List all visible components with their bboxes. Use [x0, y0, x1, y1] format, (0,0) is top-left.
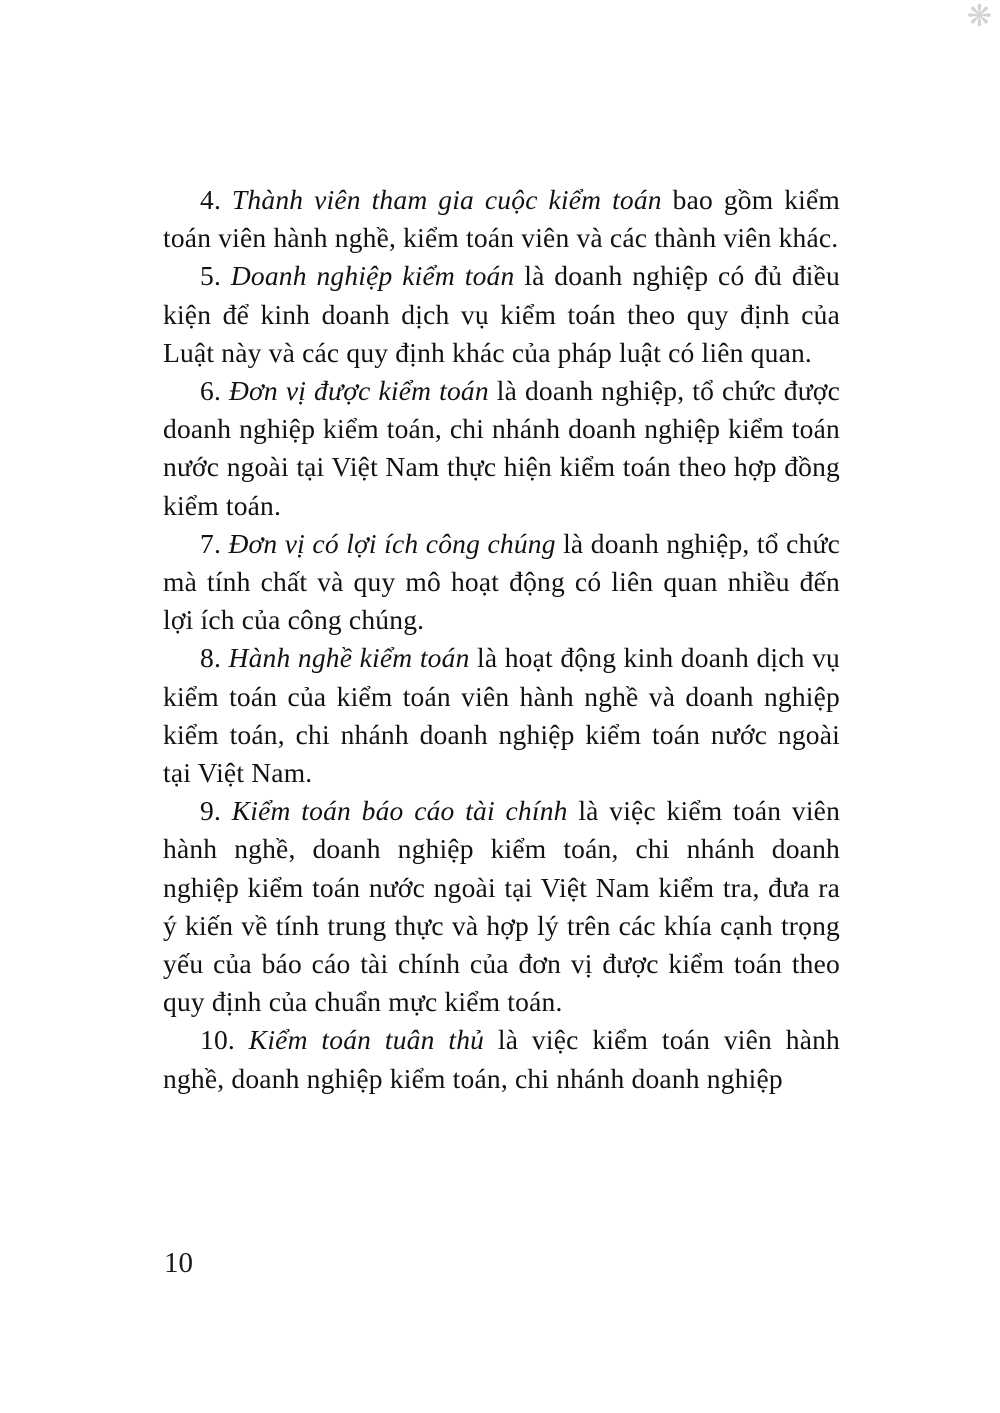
clause-term: Đơn vị có lợi ích công chúng: [228, 527, 556, 559]
clause-term: Doanh nghiệp kiểm toán: [230, 260, 515, 292]
clause-paragraph-9: [163, 792, 840, 1021]
clause-term: Đơn vị được kiểm toán: [229, 375, 489, 407]
clause-text: là việc kiểm toán viên hành nghề, doanh nghiệp kiểm toán, chi nhánh doanh nghiệp: [163, 1024, 841, 1094]
clause-paragraph-4: [163, 181, 840, 257]
clause-text: là việc kiểm toán viên hành nghề, doanh nghiệp kiểm toán, chi nhánh doanh nghiệp kiểm toán nước ngoài tại Việt Nam kiểm tra, đưa ra ý kiến về tính trung thực và hợp lý trên các khía cạnh trọng yếu của báo cáo tài chính của đơn vị được kiểm toán theo quy định của chuẩn mực kiểm toán.: [163, 795, 841, 1018]
clause-paragraph-7: [163, 525, 840, 640]
clause-paragraph-10: [163, 1021, 840, 1097]
clause-number: 7.: [200, 527, 222, 559]
clause-term: Kiểm toán báo cáo tài chính: [231, 795, 568, 827]
clause-number: 9.: [200, 795, 222, 827]
clause-term: Kiểm toán tuân thủ: [248, 1024, 485, 1056]
page-number: 10: [164, 1247, 193, 1279]
clause-number: 8.: [200, 642, 222, 674]
clause-number: 6.: [200, 375, 222, 407]
page-body-text: [163, 181, 840, 1098]
clause-paragraph-5: [163, 257, 840, 372]
clause-paragraph-6: [163, 372, 840, 525]
clause-term: Thành viên tham gia cuộc kiểm toán: [231, 184, 662, 215]
clause-text: là doanh nghiệp, tổ chức mà tính chất và quy mô hoạt động có liên quan nhiều đến lợi ích của công chúng.: [163, 527, 840, 636]
flower-watermark-icon: ❋: [966, 0, 992, 33]
clause-number: 5.: [200, 260, 222, 292]
clause-text: là doanh nghiệp có đủ điều kiện để kinh doanh dịch vụ kiểm toán theo quy định của Luật này và các quy định khác của pháp luật có liên quan.: [163, 260, 841, 368]
clause-text: là hoạt động kinh doanh dịch vụ kiểm toán của kiểm toán viên hành nghề và doanh nghiệp kiểm toán, chi nhánh doanh nghiệp kiểm toán nước ngoài tại Việt Nam.: [163, 642, 840, 789]
clause-term: Hành nghề kiểm toán: [228, 642, 470, 674]
clause-text: bao gồm kiểm toán viên hành nghề, kiểm toán viên và các thành viên khác.: [163, 184, 841, 254]
clause-text: là doanh nghiệp, tổ chức được doanh nghiệp kiểm toán, chi nhánh doanh nghiệp kiểm toán nước ngoài tại Việt Nam thực hiện kiểm toán theo hợp đồng kiểm toán.: [163, 375, 841, 521]
clause-number: 4.: [200, 184, 222, 215]
clause-paragraph-8: [163, 639, 840, 792]
clause-number: 10.: [200, 1024, 235, 1056]
